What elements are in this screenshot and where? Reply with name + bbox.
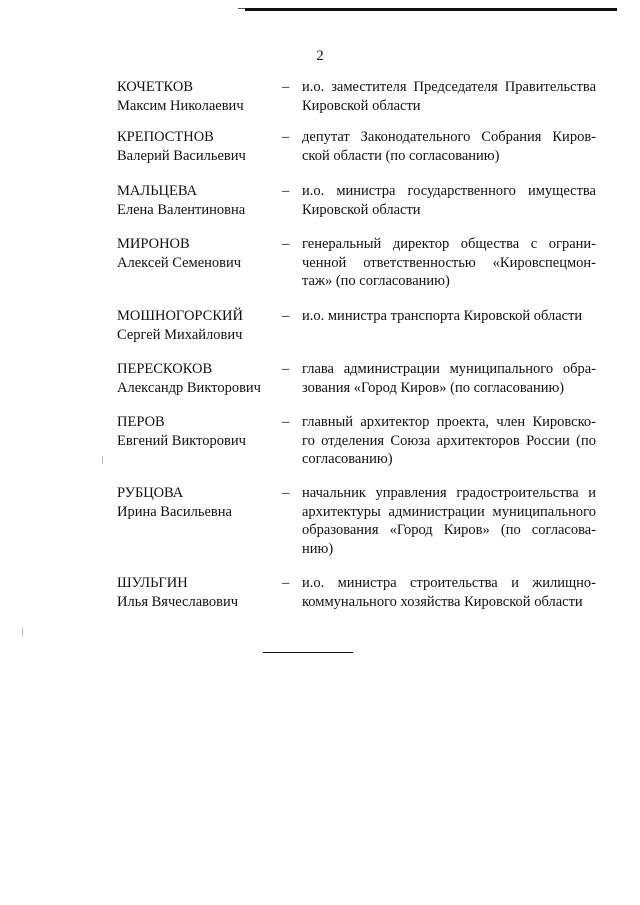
separator-dash: – <box>282 308 290 324</box>
separator-dash: – <box>282 129 290 145</box>
position-line: Кировской области <box>302 201 421 218</box>
member-surname: ШУЛЬГИН <box>117 575 188 591</box>
top-border-line <box>245 8 617 11</box>
position-line: согласованию) <box>302 451 393 467</box>
member-surname: МИРОНОВ <box>117 236 190 252</box>
member-surname: ПЕРОВ <box>117 414 165 430</box>
member-position <box>302 128 596 165</box>
member-given-names: Сергей Михайлович <box>117 326 243 343</box>
member-position <box>302 235 596 291</box>
position-line: и.о. заместителя Председателя Правительства <box>302 79 596 95</box>
separator-dash: – <box>282 79 290 95</box>
member-name <box>117 78 277 115</box>
position-line: коммунального хозяйства Кировской области <box>302 593 583 610</box>
position-line: и.о. министра транспорта Кировской области <box>302 308 583 324</box>
position-line: главный архитектор проекта, член Кировско- <box>302 414 596 430</box>
member-name <box>117 574 277 611</box>
position-line: и.о. министра строительства и жилищно- <box>302 575 596 591</box>
separator-dash: – <box>282 183 290 199</box>
position-line: ской области (по согласованию) <box>302 147 500 164</box>
position-line: Кировской области <box>302 97 421 114</box>
separator-dash: – <box>282 236 290 252</box>
member-name <box>117 307 277 344</box>
member-given-names: Александр Викторович <box>117 379 261 396</box>
position-line: глава администрации муниципального обра- <box>302 361 596 377</box>
member-given-names: Ирина Васильевна <box>117 503 232 520</box>
position-line: архитектуры администрации муниципального <box>302 503 596 520</box>
member-name <box>117 128 277 165</box>
member-name <box>117 413 277 450</box>
position-line: таж» (по согласованию) <box>302 273 450 289</box>
member-name <box>117 182 277 219</box>
member-position <box>302 360 596 397</box>
member-position <box>302 182 596 219</box>
member-name <box>117 235 277 272</box>
end-of-list-rule <box>263 652 353 653</box>
position-line: ченной ответственностью «Кировспецмон- <box>302 254 596 271</box>
separator-dash: – <box>282 575 290 591</box>
member-position <box>302 574 596 611</box>
member-surname: РУБЦОВА <box>117 485 184 501</box>
margin-mark <box>22 628 23 636</box>
separator-dash: – <box>282 361 290 377</box>
member-position <box>302 484 596 558</box>
member-given-names: Евгений Викторович <box>117 432 246 449</box>
member-given-names: Елена Валентиновна <box>117 201 246 218</box>
member-position <box>302 413 596 469</box>
member-name <box>117 484 277 521</box>
separator-dash: – <box>282 414 290 430</box>
separator-dash: – <box>282 485 290 501</box>
member-given-names: Алексей Семенович <box>117 254 242 271</box>
position-line: зования «Город Киров» (по согласованию) <box>302 379 565 396</box>
position-line: депутат Законодательного Собрания Киров- <box>302 129 596 145</box>
member-surname: КРЕПОСТНОВ <box>117 129 214 145</box>
position-line: го отделения Союза архитекторов России (по <box>302 432 596 449</box>
member-surname: ПЕРЕСКОКОВ <box>117 361 213 377</box>
member-name <box>117 360 277 397</box>
member-position <box>302 307 596 326</box>
margin-mark <box>102 456 103 464</box>
member-given-names: Валерий Васильевич <box>117 147 246 164</box>
member-surname: КОЧЕТКОВ <box>117 79 194 95</box>
position-line: генеральный директор общества с ограни- <box>302 236 596 252</box>
member-surname: МАЛЬЦЕВА <box>117 183 198 199</box>
position-line: нию) <box>302 540 334 557</box>
position-line: образования «Город Киров» (по согласова- <box>302 522 596 538</box>
page-number: 2 <box>316 48 324 64</box>
position-line: и.о. министра государственного имущества <box>302 183 596 199</box>
member-position <box>302 78 596 115</box>
position-line: начальник управления градостроительства и <box>302 485 596 501</box>
member-given-names: Илья Вячеславович <box>117 593 239 610</box>
member-given-names: Максим Николаевич <box>117 97 244 114</box>
member-surname: МОШНОГОРСКИЙ <box>117 308 243 324</box>
